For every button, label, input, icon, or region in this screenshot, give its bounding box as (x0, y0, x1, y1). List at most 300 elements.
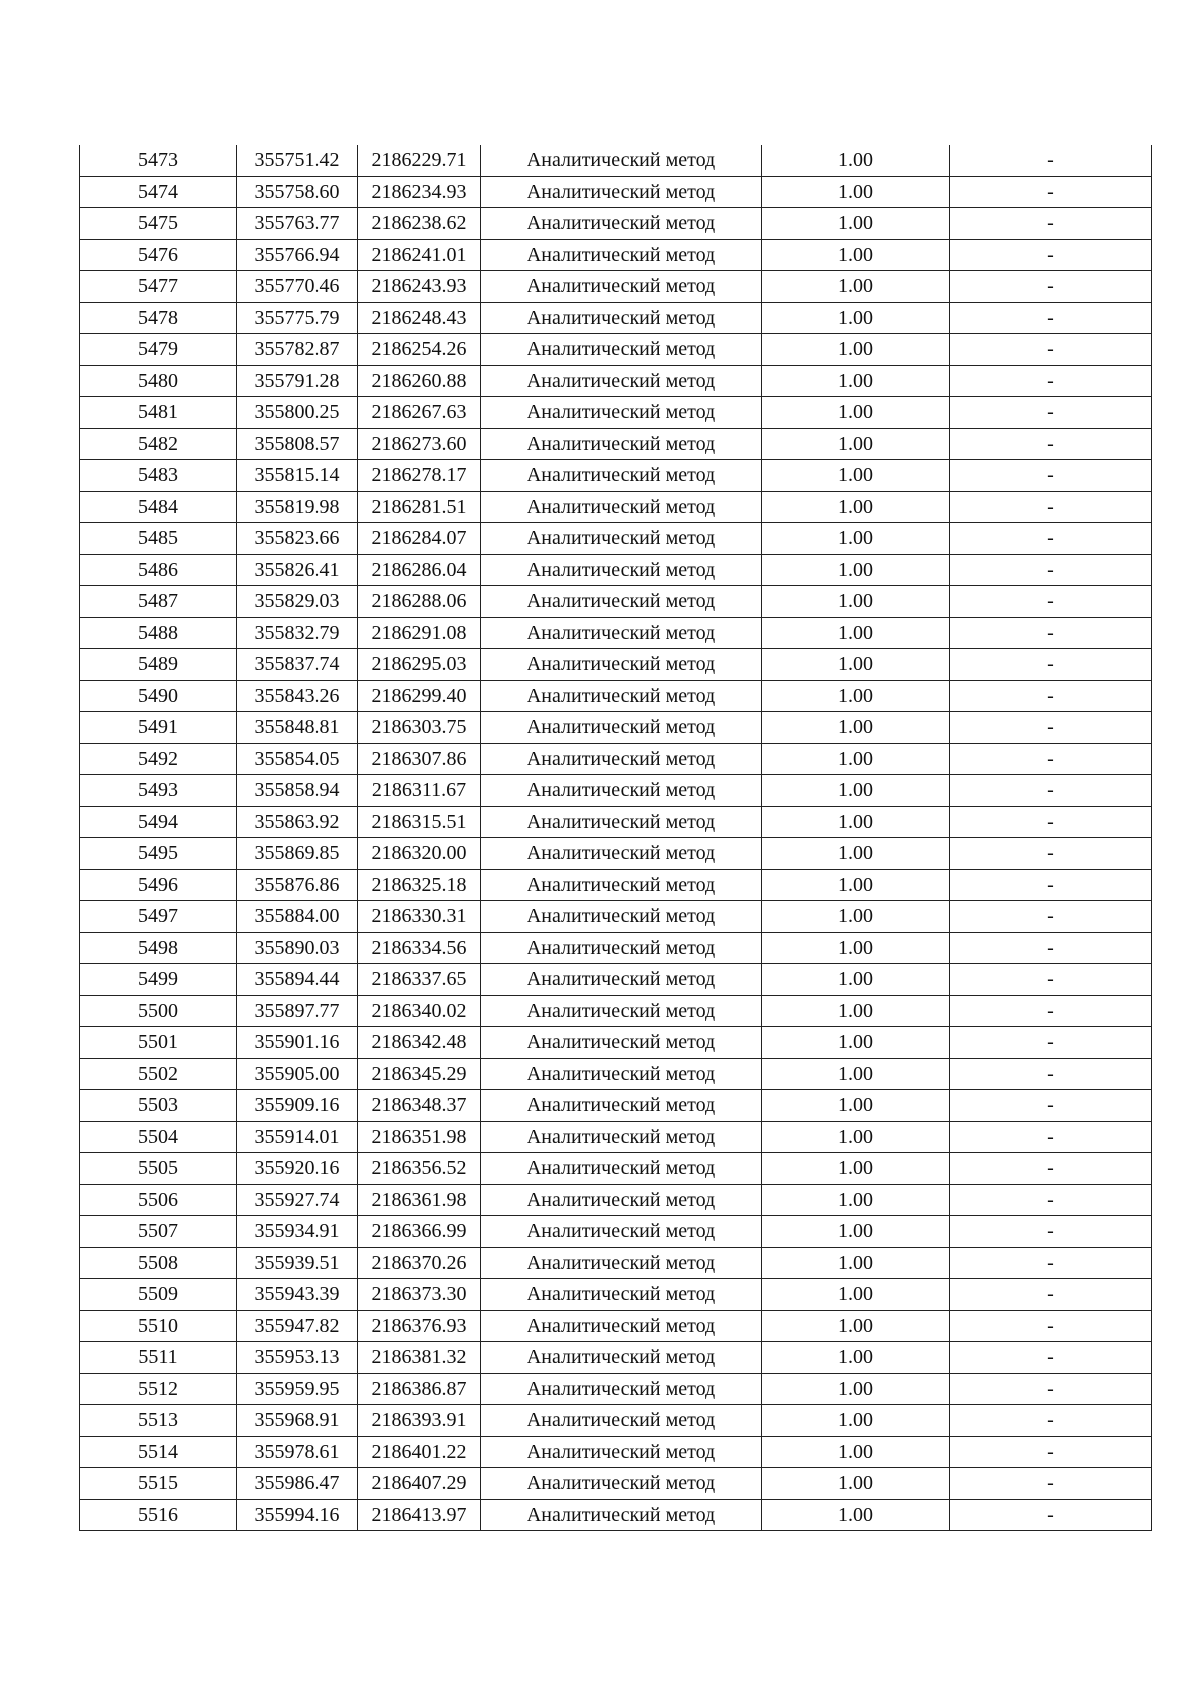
method-cell: Аналитический метод (481, 397, 762, 429)
accuracy-cell: 1.00 (762, 523, 950, 555)
accuracy-cell: 1.00 (762, 1405, 950, 1437)
accuracy-cell: 1.00 (762, 1468, 950, 1500)
table-row (80, 1373, 1152, 1405)
point-number-cell: 5476 (80, 239, 237, 271)
y-coordinate-cell: 2186340.02 (358, 995, 481, 1027)
table-row (80, 680, 1152, 712)
accuracy-cell: 1.00 (762, 397, 950, 429)
y-coordinate-cell: 2186381.32 (358, 1342, 481, 1374)
x-coordinate-cell: 355775.79 (237, 302, 358, 334)
note-cell: - (950, 334, 1152, 366)
y-coordinate-cell: 2186311.67 (358, 775, 481, 807)
method-cell: Аналитический метод (481, 460, 762, 492)
y-coordinate-cell: 2186366.99 (358, 1216, 481, 1248)
table-row (80, 176, 1152, 208)
y-coordinate-cell: 2186288.06 (358, 586, 481, 618)
point-number-cell: 5513 (80, 1405, 237, 1437)
point-number-cell: 5483 (80, 460, 237, 492)
method-cell: Аналитический метод (481, 1216, 762, 1248)
point-number-cell: 5515 (80, 1468, 237, 1500)
point-number-cell: 5484 (80, 491, 237, 523)
note-cell: - (950, 428, 1152, 460)
y-coordinate-cell: 2186248.43 (358, 302, 481, 334)
point-number-cell: 5486 (80, 554, 237, 586)
note-cell: - (950, 680, 1152, 712)
method-cell: Аналитический метод (481, 1468, 762, 1500)
y-coordinate-cell: 2186393.91 (358, 1405, 481, 1437)
x-coordinate-cell: 355953.13 (237, 1342, 358, 1374)
accuracy-cell: 1.00 (762, 617, 950, 649)
note-cell: - (950, 460, 1152, 492)
note-cell: - (950, 1184, 1152, 1216)
point-number-cell: 5512 (80, 1373, 237, 1405)
x-coordinate-cell: 355959.95 (237, 1373, 358, 1405)
note-cell: - (950, 397, 1152, 429)
accuracy-cell: 1.00 (762, 428, 950, 460)
point-number-cell: 5509 (80, 1279, 237, 1311)
y-coordinate-cell: 2186243.93 (358, 271, 481, 303)
point-number-cell: 5511 (80, 1342, 237, 1374)
x-coordinate-cell: 355808.57 (237, 428, 358, 460)
accuracy-cell: 1.00 (762, 680, 950, 712)
y-coordinate-cell: 2186254.26 (358, 334, 481, 366)
accuracy-cell: 1.00 (762, 586, 950, 618)
table-row (80, 1310, 1152, 1342)
table-row (80, 397, 1152, 429)
table-row (80, 1027, 1152, 1059)
table-row (80, 806, 1152, 838)
x-coordinate-cell: 355934.91 (237, 1216, 358, 1248)
method-cell: Аналитический метод (481, 365, 762, 397)
note-cell: - (950, 1468, 1152, 1500)
table-row (80, 995, 1152, 1027)
note-cell: - (950, 1499, 1152, 1531)
y-coordinate-cell: 2186370.26 (358, 1247, 481, 1279)
method-cell: Аналитический метод (481, 680, 762, 712)
note-cell: - (950, 932, 1152, 964)
note-cell: - (950, 1279, 1152, 1311)
accuracy-cell: 1.00 (762, 1027, 950, 1059)
x-coordinate-cell: 355905.00 (237, 1058, 358, 1090)
y-coordinate-cell: 2186361.98 (358, 1184, 481, 1216)
accuracy-cell: 1.00 (762, 1310, 950, 1342)
y-coordinate-cell: 2186386.87 (358, 1373, 481, 1405)
y-coordinate-cell: 2186229.71 (358, 145, 481, 176)
y-coordinate-cell: 2186260.88 (358, 365, 481, 397)
table-row (80, 964, 1152, 996)
x-coordinate-cell: 355832.79 (237, 617, 358, 649)
method-cell: Аналитический метод (481, 901, 762, 933)
accuracy-cell: 1.00 (762, 208, 950, 240)
accuracy-cell: 1.00 (762, 1247, 950, 1279)
y-coordinate-cell: 2186376.93 (358, 1310, 481, 1342)
method-cell: Аналитический метод (481, 617, 762, 649)
table-row (80, 491, 1152, 523)
point-number-cell: 5477 (80, 271, 237, 303)
table-row (80, 1058, 1152, 1090)
x-coordinate-cell: 355927.74 (237, 1184, 358, 1216)
accuracy-cell: 1.00 (762, 1499, 950, 1531)
method-cell: Аналитический метод (481, 586, 762, 618)
x-coordinate-cell: 355986.47 (237, 1468, 358, 1500)
y-coordinate-cell: 2186234.93 (358, 176, 481, 208)
method-cell: Аналитический метод (481, 176, 762, 208)
y-coordinate-cell: 2186356.52 (358, 1153, 481, 1185)
x-coordinate-cell: 355876.86 (237, 869, 358, 901)
note-cell: - (950, 1310, 1152, 1342)
x-coordinate-cell: 355815.14 (237, 460, 358, 492)
y-coordinate-cell: 2186373.30 (358, 1279, 481, 1311)
table-row (80, 1247, 1152, 1279)
table-row (80, 208, 1152, 240)
table-row (80, 775, 1152, 807)
x-coordinate-cell: 355766.94 (237, 239, 358, 271)
y-coordinate-cell: 2186337.65 (358, 964, 481, 996)
table-row (80, 365, 1152, 397)
y-coordinate-cell: 2186325.18 (358, 869, 481, 901)
table-row (80, 1468, 1152, 1500)
table-row (80, 1342, 1152, 1374)
accuracy-cell: 1.00 (762, 145, 950, 176)
y-coordinate-cell: 2186267.63 (358, 397, 481, 429)
method-cell: Аналитический метод (481, 1153, 762, 1185)
note-cell: - (950, 901, 1152, 933)
note-cell: - (950, 1058, 1152, 1090)
point-number-cell: 5474 (80, 176, 237, 208)
method-cell: Аналитический метод (481, 932, 762, 964)
y-coordinate-cell: 2186241.01 (358, 239, 481, 271)
y-coordinate-cell: 2186299.40 (358, 680, 481, 712)
point-number-cell: 5481 (80, 397, 237, 429)
y-coordinate-cell: 2186273.60 (358, 428, 481, 460)
accuracy-cell: 1.00 (762, 1184, 950, 1216)
x-coordinate-cell: 355751.42 (237, 145, 358, 176)
point-number-cell: 5487 (80, 586, 237, 618)
point-number-cell: 5498 (80, 932, 237, 964)
x-coordinate-cell: 355854.05 (237, 743, 358, 775)
y-coordinate-cell: 2186286.04 (358, 554, 481, 586)
point-number-cell: 5480 (80, 365, 237, 397)
note-cell: - (950, 1216, 1152, 1248)
x-coordinate-cell: 355770.46 (237, 271, 358, 303)
x-coordinate-cell: 355823.66 (237, 523, 358, 555)
table-row (80, 145, 1152, 176)
note-cell: - (950, 838, 1152, 870)
accuracy-cell: 1.00 (762, 460, 950, 492)
table-row (80, 239, 1152, 271)
point-number-cell: 5496 (80, 869, 237, 901)
y-coordinate-cell: 2186407.29 (358, 1468, 481, 1500)
x-coordinate-cell: 355782.87 (237, 334, 358, 366)
note-cell: - (950, 271, 1152, 303)
point-number-cell: 5516 (80, 1499, 237, 1531)
accuracy-cell: 1.00 (762, 838, 950, 870)
method-cell: Аналитический метод (481, 995, 762, 1027)
method-cell: Аналитический метод (481, 806, 762, 838)
y-coordinate-cell: 2186351.98 (358, 1121, 481, 1153)
x-coordinate-cell: 355884.00 (237, 901, 358, 933)
method-cell: Аналитический метод (481, 491, 762, 523)
table-row (80, 1279, 1152, 1311)
note-cell: - (950, 302, 1152, 334)
x-coordinate-cell: 355901.16 (237, 1027, 358, 1059)
y-coordinate-cell: 2186334.56 (358, 932, 481, 964)
table-row (80, 1436, 1152, 1468)
accuracy-cell: 1.00 (762, 491, 950, 523)
note-cell: - (950, 145, 1152, 176)
point-number-cell: 5494 (80, 806, 237, 838)
x-coordinate-cell: 355858.94 (237, 775, 358, 807)
point-number-cell: 5500 (80, 995, 237, 1027)
x-coordinate-cell: 355863.92 (237, 806, 358, 838)
table-row (80, 1153, 1152, 1185)
note-cell: - (950, 208, 1152, 240)
point-number-cell: 5505 (80, 1153, 237, 1185)
accuracy-cell: 1.00 (762, 365, 950, 397)
accuracy-cell: 1.00 (762, 964, 950, 996)
accuracy-cell: 1.00 (762, 1090, 950, 1122)
accuracy-cell: 1.00 (762, 1216, 950, 1248)
y-coordinate-cell: 2186413.97 (358, 1499, 481, 1531)
x-coordinate-cell: 355843.26 (237, 680, 358, 712)
point-number-cell: 5490 (80, 680, 237, 712)
table-row (80, 1216, 1152, 1248)
method-cell: Аналитический метод (481, 334, 762, 366)
y-coordinate-cell: 2186291.08 (358, 617, 481, 649)
point-number-cell: 5514 (80, 1436, 237, 1468)
table-row (80, 838, 1152, 870)
point-number-cell: 5491 (80, 712, 237, 744)
note-cell: - (950, 176, 1152, 208)
table-row (80, 617, 1152, 649)
accuracy-cell: 1.00 (762, 1058, 950, 1090)
x-coordinate-cell: 355914.01 (237, 1121, 358, 1153)
x-coordinate-cell: 355791.28 (237, 365, 358, 397)
y-coordinate-cell: 2186342.48 (358, 1027, 481, 1059)
x-coordinate-cell: 355947.82 (237, 1310, 358, 1342)
method-cell: Аналитический метод (481, 1279, 762, 1311)
x-coordinate-cell: 355968.91 (237, 1405, 358, 1437)
note-cell: - (950, 775, 1152, 807)
note-cell: - (950, 712, 1152, 744)
x-coordinate-cell: 355848.81 (237, 712, 358, 744)
accuracy-cell: 1.00 (762, 334, 950, 366)
x-coordinate-cell: 355994.16 (237, 1499, 358, 1531)
point-number-cell: 5489 (80, 649, 237, 681)
point-number-cell: 5488 (80, 617, 237, 649)
point-number-cell: 5510 (80, 1310, 237, 1342)
method-cell: Аналитический метод (481, 554, 762, 586)
accuracy-cell: 1.00 (762, 1153, 950, 1185)
point-number-cell: 5479 (80, 334, 237, 366)
method-cell: Аналитический метод (481, 428, 762, 460)
method-cell: Аналитический метод (481, 775, 762, 807)
accuracy-cell: 1.00 (762, 869, 950, 901)
method-cell: Аналитический метод (481, 743, 762, 775)
accuracy-cell: 1.00 (762, 901, 950, 933)
table-row (80, 932, 1152, 964)
x-coordinate-cell: 355909.16 (237, 1090, 358, 1122)
method-cell: Аналитический метод (481, 869, 762, 901)
table-row (80, 1090, 1152, 1122)
accuracy-cell: 1.00 (762, 1121, 950, 1153)
y-coordinate-cell: 2186348.37 (358, 1090, 481, 1122)
y-coordinate-cell: 2186307.86 (358, 743, 481, 775)
y-coordinate-cell: 2186345.29 (358, 1058, 481, 1090)
table-row (80, 743, 1152, 775)
point-number-cell: 5475 (80, 208, 237, 240)
x-coordinate-cell: 355826.41 (237, 554, 358, 586)
note-cell: - (950, 1405, 1152, 1437)
table-row (80, 460, 1152, 492)
method-cell: Аналитический метод (481, 1342, 762, 1374)
point-number-cell: 5507 (80, 1216, 237, 1248)
table-row (80, 586, 1152, 618)
table-row (80, 523, 1152, 555)
method-cell: Аналитический метод (481, 1405, 762, 1437)
note-cell: - (950, 964, 1152, 996)
table-row (80, 869, 1152, 901)
accuracy-cell: 1.00 (762, 554, 950, 586)
method-cell: Аналитический метод (481, 1373, 762, 1405)
point-number-cell: 5502 (80, 1058, 237, 1090)
point-number-cell: 5504 (80, 1121, 237, 1153)
note-cell: - (950, 743, 1152, 775)
x-coordinate-cell: 355894.44 (237, 964, 358, 996)
method-cell: Аналитический метод (481, 1121, 762, 1153)
x-coordinate-cell: 355837.74 (237, 649, 358, 681)
x-coordinate-cell: 355819.98 (237, 491, 358, 523)
point-number-cell: 5497 (80, 901, 237, 933)
note-cell: - (950, 1027, 1152, 1059)
table-row (80, 649, 1152, 681)
table-row (80, 271, 1152, 303)
note-cell: - (950, 1247, 1152, 1279)
y-coordinate-cell: 2186320.00 (358, 838, 481, 870)
x-coordinate-cell: 355890.03 (237, 932, 358, 964)
accuracy-cell: 1.00 (762, 743, 950, 775)
point-number-cell: 5492 (80, 743, 237, 775)
accuracy-cell: 1.00 (762, 271, 950, 303)
method-cell: Аналитический метод (481, 1090, 762, 1122)
x-coordinate-cell: 355943.39 (237, 1279, 358, 1311)
note-cell: - (950, 1342, 1152, 1374)
accuracy-cell: 1.00 (762, 932, 950, 964)
method-cell: Аналитический метод (481, 1184, 762, 1216)
table-row (80, 1405, 1152, 1437)
point-number-cell: 5473 (80, 145, 237, 176)
y-coordinate-cell: 2186295.03 (358, 649, 481, 681)
method-cell: Аналитический метод (481, 1310, 762, 1342)
method-cell: Аналитический метод (481, 271, 762, 303)
note-cell: - (950, 586, 1152, 618)
method-cell: Аналитический метод (481, 523, 762, 555)
method-cell: Аналитический метод (481, 1247, 762, 1279)
method-cell: Аналитический метод (481, 208, 762, 240)
point-number-cell: 5485 (80, 523, 237, 555)
accuracy-cell: 1.00 (762, 775, 950, 807)
y-coordinate-cell: 2186303.75 (358, 712, 481, 744)
x-coordinate-cell: 355939.51 (237, 1247, 358, 1279)
method-cell: Аналитический метод (481, 239, 762, 271)
y-coordinate-cell: 2186401.22 (358, 1436, 481, 1468)
x-coordinate-cell: 355978.61 (237, 1436, 358, 1468)
point-number-cell: 5506 (80, 1184, 237, 1216)
point-number-cell: 5495 (80, 838, 237, 870)
point-number-cell: 5508 (80, 1247, 237, 1279)
method-cell: Аналитический метод (481, 1436, 762, 1468)
note-cell: - (950, 649, 1152, 681)
note-cell: - (950, 554, 1152, 586)
table-row (80, 712, 1152, 744)
x-coordinate-cell: 355800.25 (237, 397, 358, 429)
table-row (80, 334, 1152, 366)
accuracy-cell: 1.00 (762, 1279, 950, 1311)
accuracy-cell: 1.00 (762, 1373, 950, 1405)
coordinates-table-body (80, 145, 1152, 1531)
method-cell: Аналитический метод (481, 964, 762, 996)
note-cell: - (950, 1436, 1152, 1468)
table-row (80, 1499, 1152, 1531)
coordinates-table (79, 145, 1152, 1531)
x-coordinate-cell: 355897.77 (237, 995, 358, 1027)
note-cell: - (950, 869, 1152, 901)
point-number-cell: 5499 (80, 964, 237, 996)
table-row (80, 302, 1152, 334)
accuracy-cell: 1.00 (762, 176, 950, 208)
method-cell: Аналитический метод (481, 302, 762, 334)
table-row (80, 901, 1152, 933)
point-number-cell: 5478 (80, 302, 237, 334)
method-cell: Аналитический метод (481, 1499, 762, 1531)
table-row (80, 1184, 1152, 1216)
accuracy-cell: 1.00 (762, 302, 950, 334)
note-cell: - (950, 1153, 1152, 1185)
method-cell: Аналитический метод (481, 1058, 762, 1090)
method-cell: Аналитический метод (481, 1027, 762, 1059)
point-number-cell: 5482 (80, 428, 237, 460)
y-coordinate-cell: 2186278.17 (358, 460, 481, 492)
accuracy-cell: 1.00 (762, 995, 950, 1027)
note-cell: - (950, 1121, 1152, 1153)
note-cell: - (950, 365, 1152, 397)
note-cell: - (950, 239, 1152, 271)
accuracy-cell: 1.00 (762, 712, 950, 744)
note-cell: - (950, 491, 1152, 523)
y-coordinate-cell: 2186315.51 (358, 806, 481, 838)
method-cell: Аналитический метод (481, 145, 762, 176)
x-coordinate-cell: 355920.16 (237, 1153, 358, 1185)
x-coordinate-cell: 355758.60 (237, 176, 358, 208)
x-coordinate-cell: 355829.03 (237, 586, 358, 618)
y-coordinate-cell: 2186238.62 (358, 208, 481, 240)
x-coordinate-cell: 355869.85 (237, 838, 358, 870)
point-number-cell: 5493 (80, 775, 237, 807)
accuracy-cell: 1.00 (762, 239, 950, 271)
method-cell: Аналитический метод (481, 838, 762, 870)
note-cell: - (950, 1373, 1152, 1405)
table-row (80, 554, 1152, 586)
note-cell: - (950, 523, 1152, 555)
accuracy-cell: 1.00 (762, 649, 950, 681)
accuracy-cell: 1.00 (762, 1342, 950, 1374)
table-row (80, 1121, 1152, 1153)
note-cell: - (950, 806, 1152, 838)
method-cell: Аналитический метод (481, 712, 762, 744)
point-number-cell: 5503 (80, 1090, 237, 1122)
note-cell: - (950, 617, 1152, 649)
method-cell: Аналитический метод (481, 649, 762, 681)
